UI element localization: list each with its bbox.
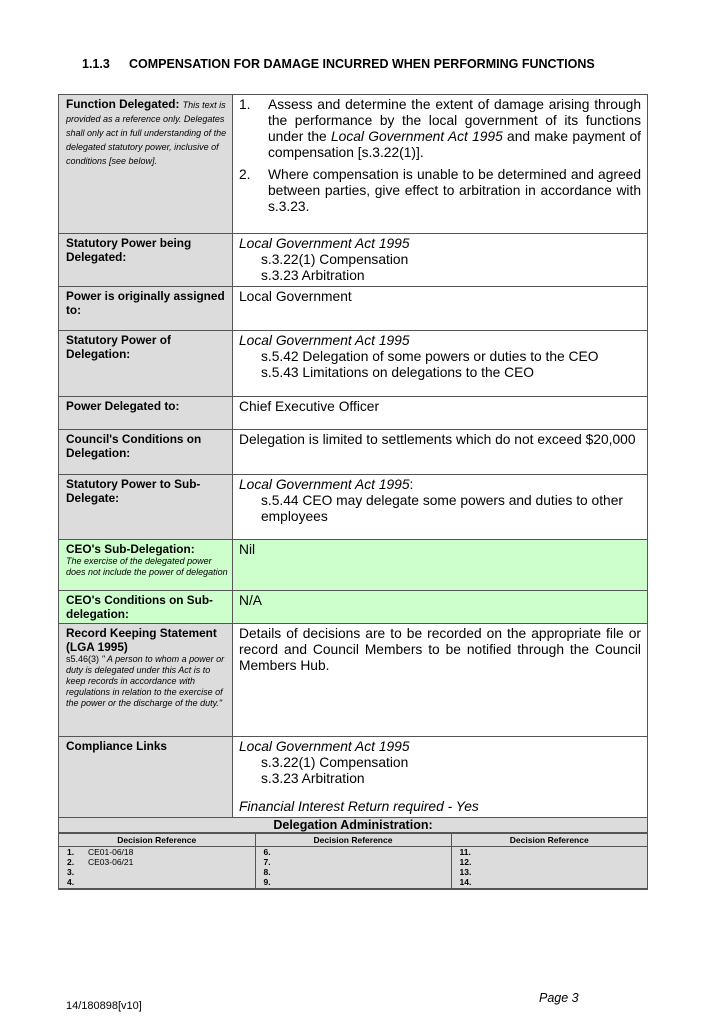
decision-entry: 8.: [263, 867, 271, 877]
label-assigned: Power is originally assigned to:: [59, 287, 233, 331]
delegation-table: [58, 94, 648, 890]
decision-header-2: Decision Reference: [255, 834, 451, 847]
label-statutory-power: Statutory Power being Delegated:: [59, 234, 233, 287]
decision-entry: 9.: [263, 877, 271, 887]
value-assigned: Local Government: [233, 287, 648, 331]
decision-entry: 7.: [263, 857, 271, 867]
label-conditions: Council's Conditions on Delegation:: [59, 430, 233, 475]
row-record-keeping: [59, 624, 648, 737]
decision-entry: 2. CE03-06/21: [67, 857, 134, 867]
value-power-of-delegation: Local Government Act 1995 s.5.42 Delegation of some powers or duties to the CEO s.5.43 Limitations on delegations to the CEO: [233, 331, 648, 397]
row-ceo-conditions: [59, 591, 648, 624]
label-ceo-sub-delegation: CEO's Sub-Delegation: The exercise of the delegated power does not include the power of delegation: [59, 540, 233, 591]
value-ceo-sub-delegation: Nil: [233, 540, 648, 591]
row-admin-title: [59, 818, 648, 833]
decision-entry: 4.: [67, 877, 75, 887]
section-number: 1.1.3: [82, 57, 110, 71]
label-delegated-to: Power Delegated to:: [59, 397, 233, 430]
section-title: COMPENSATION FOR DAMAGE INCURRED WHEN PERFORMING FUNCTIONS: [129, 57, 595, 71]
value-ceo-conditions: N/A: [233, 591, 648, 624]
label-record-keeping: Record Keeping Statement (LGA 1995) s5.46(3) " A person to whom a power or duty is delegated under this Act is to keep records in accordance with regulations in relation to the exercise of the power or the discharge of the duty.": [59, 624, 233, 737]
row-assigned: [59, 287, 648, 331]
label-sub-delegate: Statutory Power to Sub-Delegate:: [59, 475, 233, 540]
decision-entry: 1. CE01-06/18: [67, 847, 134, 857]
decision-entry: 13.: [459, 867, 472, 877]
decision-entry: 3.: [67, 867, 75, 877]
row-ceo-sub-delegation: [59, 540, 648, 591]
decision-header-1: Decision Reference: [59, 834, 255, 847]
decision-col-2: [255, 847, 451, 889]
row-delegated-to: [59, 397, 648, 430]
value-sub-delegate: Local Government Act 1995: s.5.44 CEO may delegate some powers and duties to other employees: [233, 475, 648, 540]
decision-entry: 14.: [459, 877, 472, 887]
decision-entry: 11.: [459, 847, 471, 857]
delegation-admin-title: Delegation Administration:: [59, 818, 648, 833]
decision-entry: 12.: [459, 857, 472, 867]
value-function-delegated: [233, 95, 648, 234]
label-compliance: Compliance Links: [59, 737, 233, 818]
row-power-of-delegation: [59, 331, 648, 397]
row-sub-delegate: [59, 475, 648, 540]
reference-note: This text is provided as a reference only. Delegates shall only act in full understanding of the delegated statutory power, inclusive of conditions [see below].: [66, 100, 227, 166]
page-number: Page 3: [539, 991, 579, 1005]
decision-reference-table: [59, 833, 647, 889]
row-function-delegated: [59, 95, 648, 234]
decision-header-3: Decision Reference: [451, 834, 647, 847]
label-ceo-conditions: CEO's Conditions on Sub-delegation:: [59, 591, 233, 624]
section-heading: [82, 57, 595, 71]
value-record-keeping: Details of decisions are to be recorded on the appropriate file or record and Council Members to be notified through the Council Members Hub.: [233, 624, 648, 737]
decision-entry: 6.: [263, 847, 271, 857]
row-compliance: [59, 737, 648, 818]
label-power-of-delegation: Statutory Power of Delegation:: [59, 331, 233, 397]
label-function-delegated: Function Delegated: This text is provided as a reference only. Delegates shall only act in full understanding of the delegated statutory power, inclusive of conditions [see below].: [59, 95, 233, 234]
value-statutory-power: Local Government Act 1995 s.3.22(1) Compensation s.3.23 Arbitration: [233, 234, 648, 287]
value-compliance: Local Government Act 1995 s.3.22(1) Compensation s.3.23 Arbitration Financial Interest Return required - Yes: [233, 737, 648, 818]
document-reference: 14/180898[v10]: [66, 1000, 142, 1012]
decision-col-3: [451, 847, 647, 889]
value-delegated-to: Chief Executive Officer: [233, 397, 648, 430]
value-conditions: Delegation is limited to settlements which do not exceed $20,000: [233, 430, 648, 475]
row-admin-decisions: [59, 833, 648, 890]
row-conditions: [59, 430, 648, 475]
row-statutory-power: [59, 234, 648, 287]
function-item-1: 1. Assess and determine the extent of damage arising through the performance by the local government of its functions under the Local Government Act 1995 and make payment of compensation [s.3.22(1)].: [239, 97, 641, 160]
function-item-2: 2. Where compensation is unable to be determined and agreed between parties, give effect to arbitration in accordance with s.3.23.: [239, 167, 641, 214]
decision-col-1: [59, 847, 255, 889]
